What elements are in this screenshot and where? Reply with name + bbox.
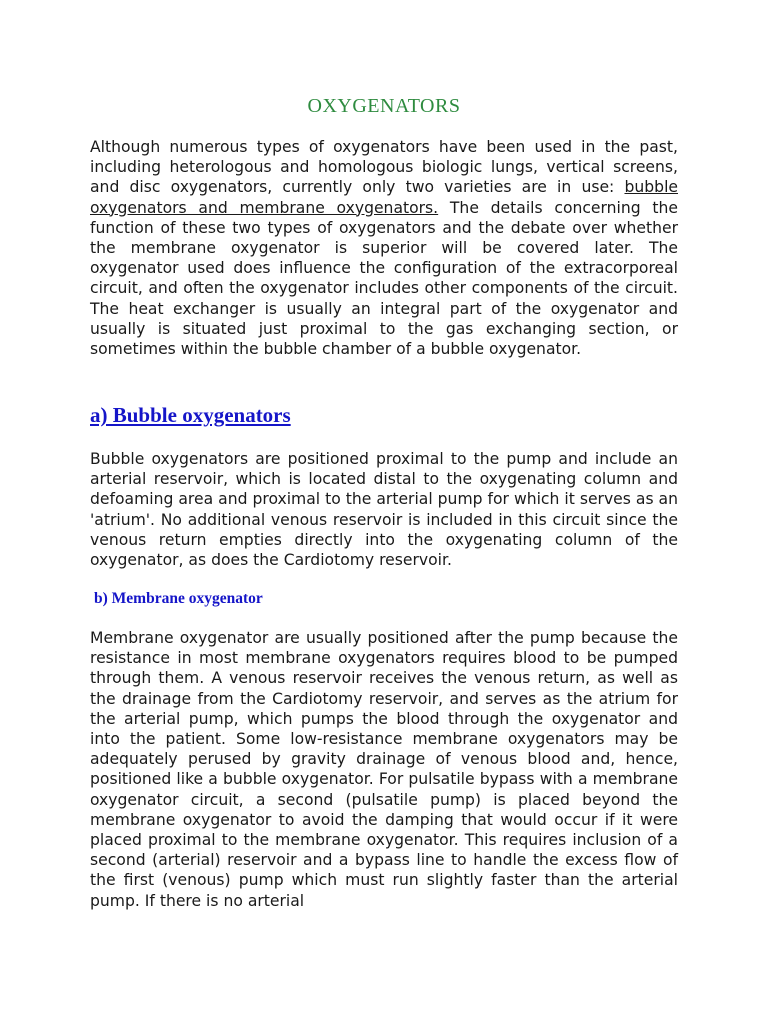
intro-paragraph — [90, 137, 678, 359]
intro-text-start: Although numerous types of oxygenators have been used in the past, including heterologous and homologous biologic lungs, vertical screens, and disc oxygenators, currently only two varieties are in use: — [90, 138, 678, 197]
bubble-oxygenators-heading: a) Bubble oxygenators — [90, 403, 291, 427]
membrane-oxygenator-paragraph: Membrane oxygenator are usually positioned after the pump because the resistance in most membrane oxygenators requires blood to be pumped through them. A venous reservoir receives the venous return, as well as the drainage from the Cardiotomy reservoir, and serves as the atrium for the arterial pump, which pumps the blood through the oxygenator and into the patient. Some low-resistance membrane oxygenators may be adequately perused by gravity drainage of venous blood and, hence, positioned like a bubble oxygenator. For pulsatile bypass with a membrane oxygenator circuit, a second (pulsatile pump) is placed beyond the membrane oxygenator to avoid the damping that would occur if it were placed proximal to the membrane oxygenator. This requires inclusion of a second (arterial) reservoir and a bypass line to handle the excess flow of the first (venous) pump which must run slightly faster than the arterial pump. If there is no arterial — [90, 629, 678, 910]
document-title: OXYGENATORS — [307, 95, 461, 117]
oxygenator-types-underlined-text: bubble oxygenators and membrane oxygenators. — [90, 178, 678, 217]
bubble-oxygenators-paragraph: Bubble oxygenators are positioned proximal to the pump and include an arterial reservoir, which is located distal to the oxygenating column and defoaming area and proximal to the arterial pump for which it serves as an 'atrium'. No additional venous reservoir is included in this circuit since the venous return empties directly into the oxygenating column of the oxygenator, as does the Cardiotomy reservoir. — [90, 450, 678, 570]
membrane-oxygenator-heading: b) Membrane oxygenator — [94, 590, 263, 607]
intro-text-end: The details concerning the function of these two types of oxygenators and the debate over whether the membrane oxygenator is superior will be covered later. The oxygenator used does influence the configuration of the extracorporeal circuit, and often the oxygenator includes other components of the circuit. The heat exchanger is usually an integral part of the oxygenator and usually is situated just proximal to the gas exchanging section, or sometimes within the bubble chamber of a bubble oxygenator. — [90, 198, 679, 359]
